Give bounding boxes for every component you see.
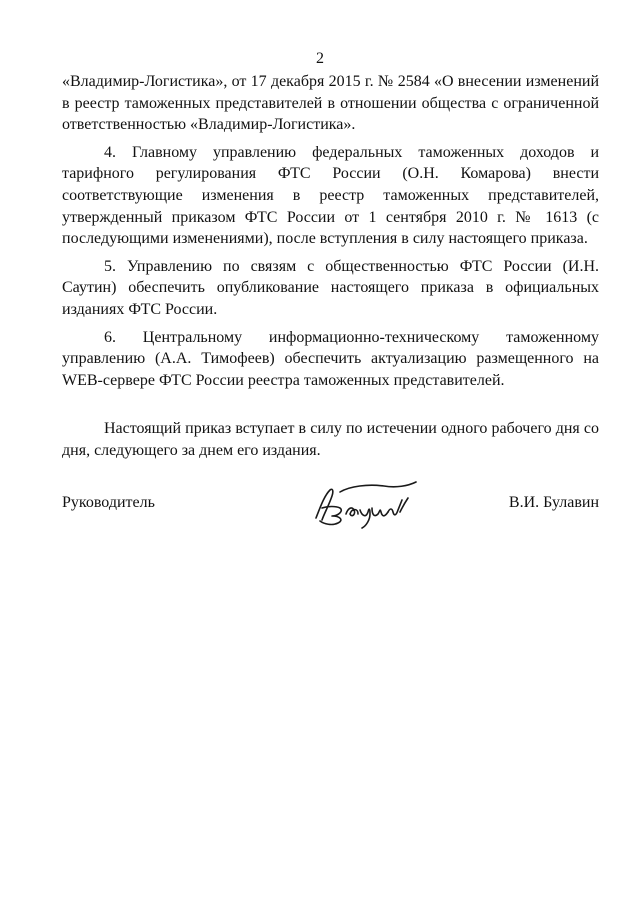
paragraph-item-6: 6. Центральному информационно-техническому таможенному управлению (А.А. Тимофеев) обеспечить актуализацию размещенного на WEB-сервере ФТС России реестра таможенных представителей. <box>62 328 599 389</box>
paragraph-continuation: «Владимир-Логистика», от 17 декабря 2015 г. № 2584 «О внесении изменений в реестр таможенных представителей в отношении общества с ограниченной ответственностью «Владимир-Логистика». <box>62 73 599 134</box>
signatory-role: Руководитель <box>62 494 155 511</box>
signatory-name: В.И. Булавин <box>508 494 599 511</box>
paragraph-item-5: 5. Управлению по связям с общественностью ФТС России (И.Н. Саутин) обеспечить опубликование настоящего приказа в официальных изданиях ФТС России. <box>62 257 599 318</box>
signature-block <box>62 478 599 538</box>
page-number: 2 <box>316 50 324 67</box>
handwritten-signature-icon <box>310 478 420 530</box>
paragraph-effective-date: Настоящий приказ вступает в силу по истечении одного рабочего дня со дня, следующего за днем его издания. <box>62 420 599 459</box>
document-body <box>62 71 599 462</box>
paragraph-item-4: 4. Главному управлению федеральных таможенных доходов и тарифного регулирования ФТС России (О.Н. Комарова) внести соответствующие изменения в реестр таможенных представителей, утвержденный приказом ФТС России от 1 сентября 2010 г. № 1613 (с последующими изменениями), после вступления в силу настоящего приказа. <box>62 143 599 248</box>
